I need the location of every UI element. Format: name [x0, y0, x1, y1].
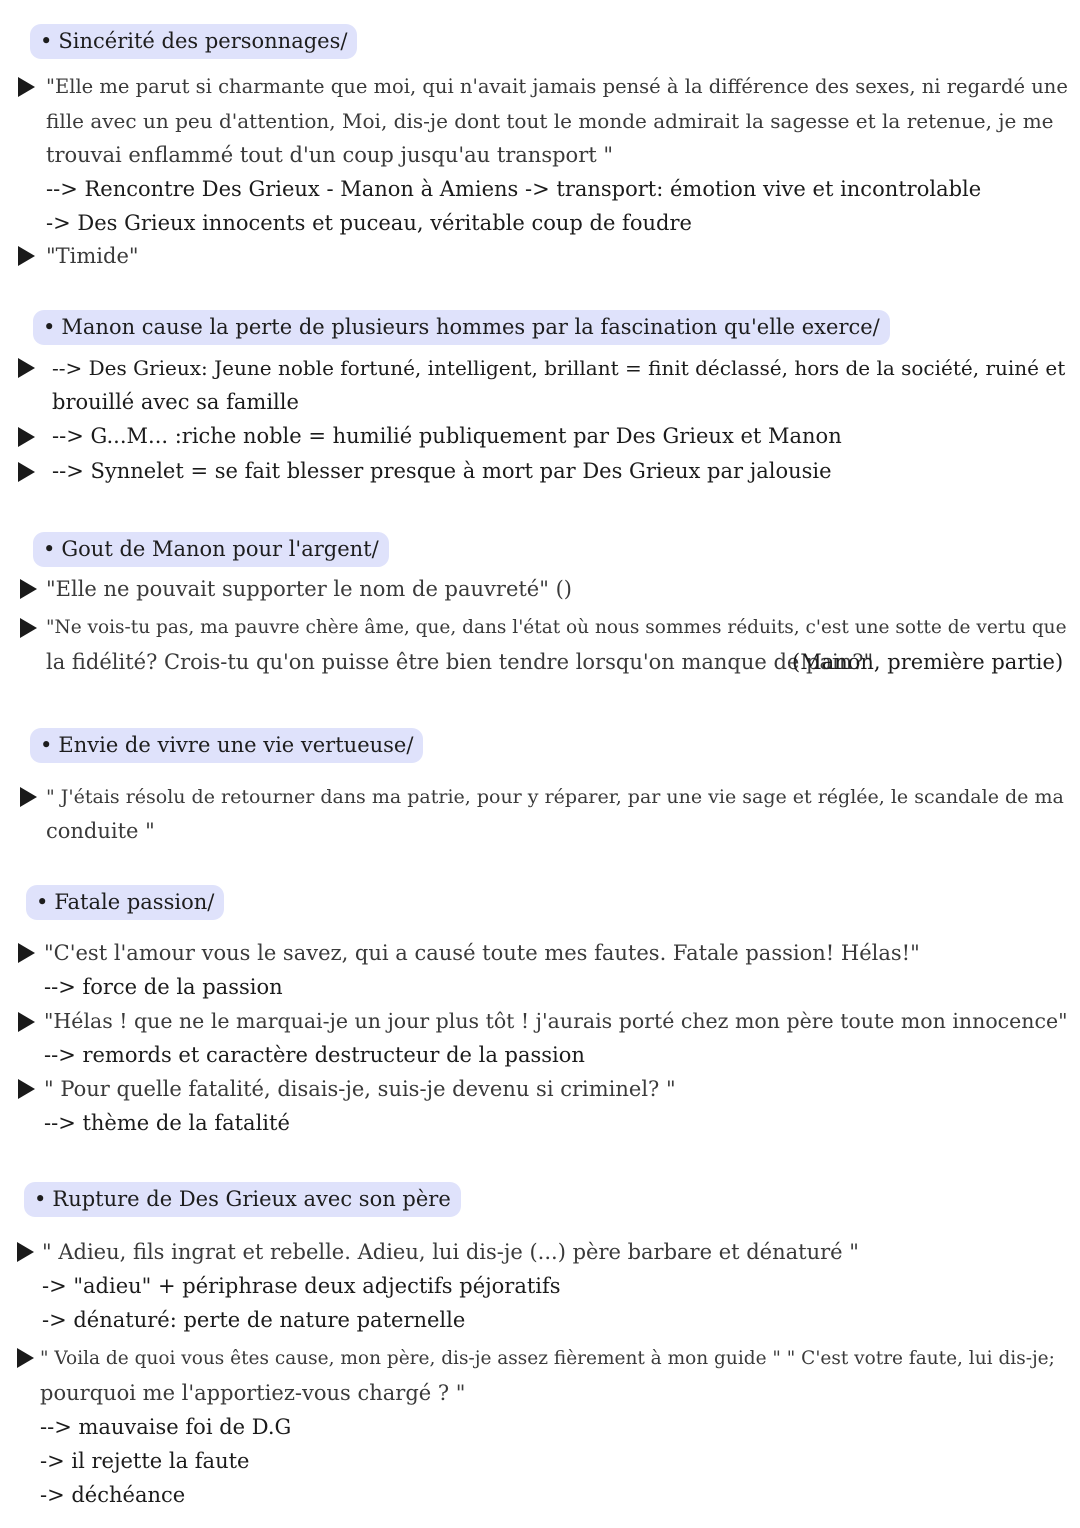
- quote-line: "Timide": [46, 244, 139, 268]
- quote-line: pourquoi me l'apportiez-vous chargé ? ": [40, 1381, 466, 1405]
- analysis-line: --> Des Grieux: Jeune noble fortuné, intelligent, brillant = finit déclassé, hors de la société, ruiné et: [52, 356, 1066, 380]
- section-heading: • Fatale passion/: [26, 885, 224, 920]
- triangle-bullet-icon: [18, 358, 35, 378]
- triangle-bullet-icon: [17, 1348, 34, 1368]
- quote-line: " Voila de quoi vous êtes cause, mon père, dis-je assez fièrement à mon guide " " C'est votre faute, lui dis-je;: [40, 1348, 1055, 1369]
- quote-line: conduite ": [46, 819, 155, 843]
- analysis-line: --> Synnelet = se fait blesser presque à mort par Des Grieux par jalousie: [52, 459, 832, 483]
- triangle-bullet-icon: [20, 787, 37, 807]
- quote-line: "Elle me parut si charmante que moi, qui n'avait jamais pensé à la différence des sexes, ni regardé une: [46, 75, 1068, 98]
- analysis-line: --> thème de la fatalité: [44, 1111, 290, 1135]
- analysis-line: --> remords et caractère destructeur de la passion: [44, 1043, 585, 1067]
- analysis-line: -> déchéance: [40, 1483, 186, 1507]
- quote-line: "C'est l'amour vous le savez, qui a causé toute mes fautes. Fatale passion! Hélas!": [44, 941, 920, 965]
- triangle-bullet-icon: [17, 1242, 34, 1262]
- section-heading: • Sincérité des personnages/: [30, 24, 357, 59]
- attribution: (Manon, première partie): [792, 650, 1064, 674]
- quote-line: trouvai enflammé tout d'un coup jusqu'au transport ": [46, 143, 614, 167]
- quote-line: "Elle ne pouvait supporter le nom de pauvreté" (): [46, 577, 572, 601]
- analysis-line: -> il rejette la faute: [40, 1449, 250, 1473]
- analysis-line: --> G...M... :riche noble = humilié publiquement par Des Grieux et Manon: [52, 424, 842, 448]
- quote-line: la fidélité? Crois-tu qu'on puisse être bien tendre lorsqu'on manque de pain?": [46, 650, 874, 674]
- triangle-bullet-icon: [18, 246, 35, 266]
- section-heading: • Envie de vivre une vie vertueuse/: [30, 728, 423, 763]
- triangle-bullet-icon: [18, 943, 35, 963]
- section-heading: • Gout de Manon pour l'argent/: [33, 532, 389, 567]
- section-heading: • Manon cause la perte de plusieurs hommes par la fascination qu'elle exerce/: [33, 310, 890, 345]
- analysis-line: brouillé avec sa famille: [52, 390, 299, 414]
- triangle-bullet-icon: [18, 462, 35, 482]
- section-heading: • Rupture de Des Grieux avec son père: [24, 1182, 461, 1217]
- analysis-line: --> Rencontre Des Grieux - Manon à Amiens -> transport: émotion vive et incontrolable: [46, 177, 982, 201]
- triangle-bullet-icon: [18, 427, 35, 447]
- triangle-bullet-icon: [18, 1012, 35, 1032]
- quote-line: fille avec un peu d'attention, Moi, dis-je dont tout le monde admirait la sagesse et la retenue, je me: [46, 109, 1054, 133]
- analysis-line: -> Des Grieux innocents et puceau, véritable coup de foudre: [46, 211, 692, 235]
- quote-line: " Adieu, fils ingrat et rebelle. Adieu, lui dis-je (...) père barbare et dénaturé ": [42, 1240, 859, 1264]
- triangle-bullet-icon: [20, 618, 37, 638]
- triangle-bullet-icon: [20, 579, 37, 599]
- analysis-line: -> dénaturé: perte de nature paternelle: [42, 1308, 466, 1332]
- quote-line: " J'étais résolu de retourner dans ma patrie, pour y réparer, par une vie sage et réglée, le scandale de ma: [46, 786, 1064, 808]
- quote-line: " Pour quelle fatalité, disais-je, suis-je devenu si criminel? ": [44, 1077, 676, 1101]
- analysis-line: --> mauvaise foi de D.G: [40, 1415, 292, 1439]
- triangle-bullet-icon: [18, 77, 35, 97]
- quote-line: "Ne vois-tu pas, ma pauvre chère âme, que, dans l'état où nous sommes réduits, c'est une sotte de vertu que: [46, 617, 1067, 638]
- analysis-line: -> "adieu" + périphrase deux adjectifs péjoratifs: [42, 1274, 561, 1298]
- analysis-line: --> force de la passion: [44, 975, 283, 999]
- quote-line: "Hélas ! que ne le marquai-je un jour plus tôt ! j'aurais porté chez mon père toute mon innocence": [44, 1009, 1068, 1033]
- triangle-bullet-icon: [18, 1079, 35, 1099]
